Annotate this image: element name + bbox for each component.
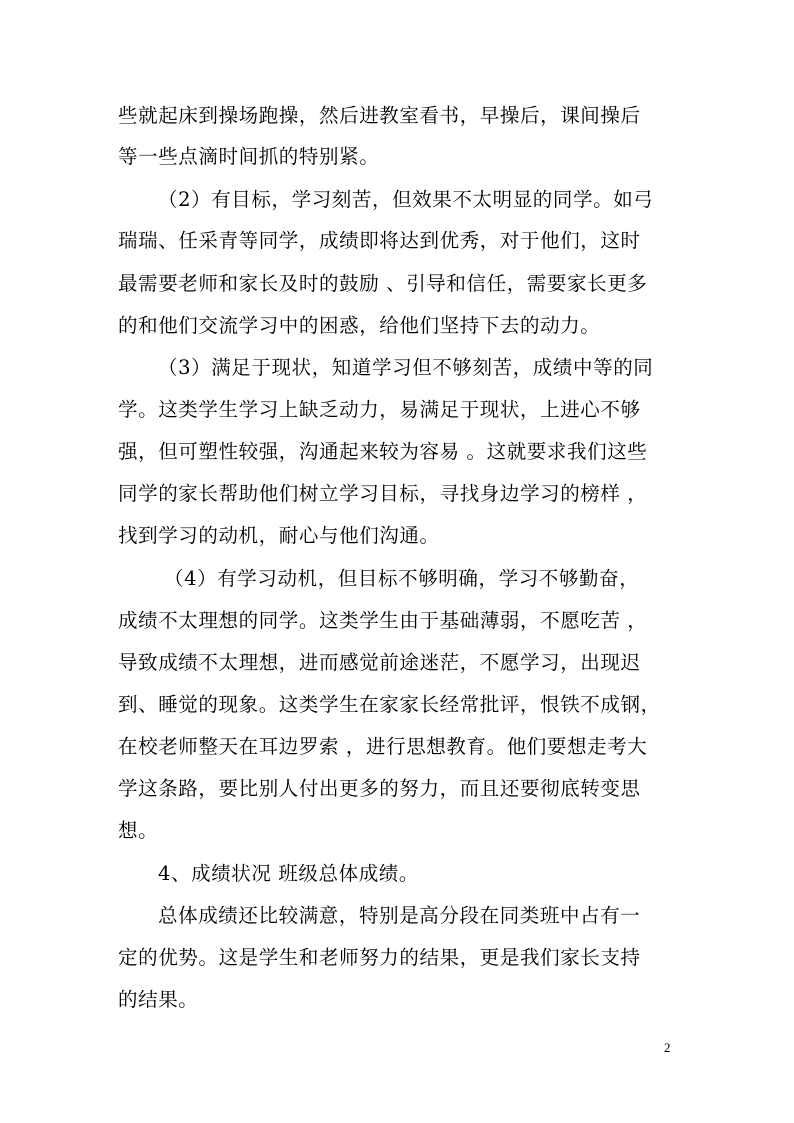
paragraph-5-start: 总体成绩还比较满意，特别是高分段在同类班中占有一 bbox=[158, 904, 641, 927]
text-line: 瑞瑞、任采青等同学，成绩即将达到优秀，对于他们，这时 bbox=[118, 229, 641, 252]
text-line: 强，但可塑性较强，沟通起来较为容易 。这就要求我们这些 bbox=[118, 440, 648, 463]
text-line: 学。这类学生学习上缺乏动力，易满足于现状，上进心不够 bbox=[118, 398, 641, 421]
text-line: 成绩不太理想的同学。这类学生由于基础薄弱，不愿吃苦 ， bbox=[118, 609, 648, 632]
text-line: 学这条路，要比别人付出更多的努力，而且还要彻底转变思 bbox=[118, 777, 641, 800]
text-line: 定的优势。这是学生和老师努力的结果，更是我们家长支持 bbox=[118, 946, 641, 969]
section-heading: 4、成绩状况 班级总体成绩。 bbox=[158, 862, 420, 885]
text-line: 同学的家长帮助他们树立学习目标，寻找身边学习的榜样 ， bbox=[118, 482, 648, 505]
paragraph-3-start: （3）满足于现状，知道学习但不够刻苦，成绩中等的同 bbox=[158, 356, 654, 379]
text-line: 在校老师整天在耳边罗索 ，进行思想教育。他们要想走考大 bbox=[118, 735, 648, 758]
paragraph-4-start: （4）有学习动机，但目标不够明确，学习不够勤奋， bbox=[164, 567, 640, 590]
text-line: 到、睡觉的现象。这类学生在家家长经常批评，恨铁不成钢， bbox=[118, 693, 661, 716]
paragraph-2-start: （2）有目标，学习刻苦，但效果不太明显的同学。如弓 bbox=[158, 188, 654, 211]
text-line: 些就起床到操场跑操，然后进教室看书，早操后，课间操后 bbox=[118, 104, 641, 127]
text-line: 导致成绩不太理想，进而感觉前途迷茫，不愿学习，出现迟 bbox=[118, 651, 641, 674]
text-line: 的和他们交流学习中的困惑，给他们坚持下去的动力。 bbox=[118, 314, 601, 337]
text-line: 最需要老师和家长及时的鼓励 、引导和信任，需要家长更多 bbox=[118, 272, 648, 295]
text-line: 的结果。 bbox=[118, 988, 199, 1011]
page-number: 2 bbox=[664, 1040, 671, 1055]
text-line: 想。 bbox=[118, 819, 159, 842]
text-line: 找到学习的动机，耐心与他们沟通。 bbox=[118, 524, 440, 547]
text-line: 等一些点滴时间抓的特别紧。 bbox=[118, 145, 380, 168]
